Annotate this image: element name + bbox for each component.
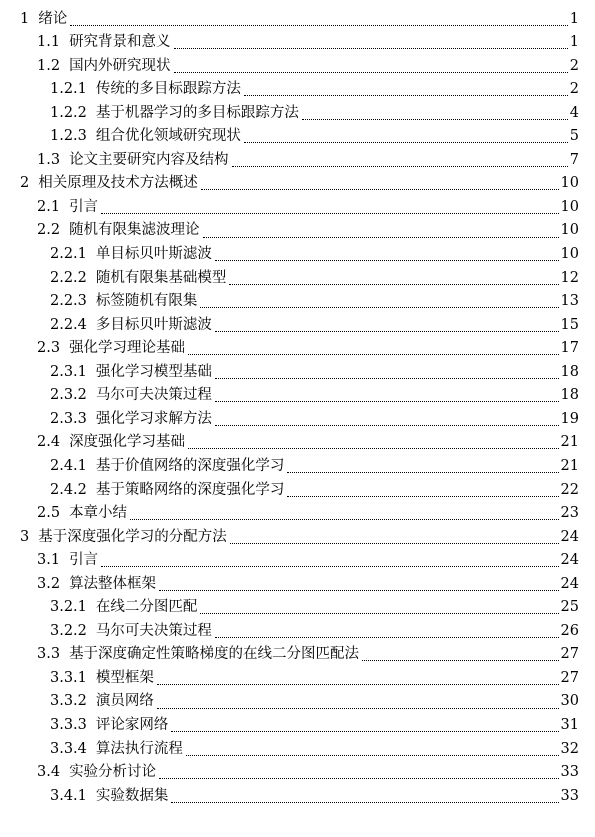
toc-entry-number: 1 [20,10,30,27]
toc-entry-number: 3.3.2 [50,693,87,710]
toc-entry[interactable] [50,101,579,125]
toc-entry-page-number: 31 [560,717,579,734]
toc-entry[interactable] [50,690,579,714]
toc-entry-page-number: 2 [569,81,579,98]
toc-entry-page-number: 22 [560,481,579,498]
toc-entry-number: 2.3.3 [50,410,87,427]
toc-entry-number: 3 [20,528,30,545]
dot-leader [215,260,559,261]
toc-entry-page-number: 1 [569,10,579,27]
toc-entry-page-number: 33 [560,787,579,804]
toc-entry[interactable] [37,572,579,596]
dot-leader [203,237,559,238]
toc-entry-number: 3.4.1 [50,787,87,804]
toc-entry[interactable] [50,125,579,149]
toc-entry-title: 国内外研究现状 [69,57,171,74]
toc-entry-number: 2.4.2 [50,481,87,498]
dot-leader [101,566,558,567]
toc-entry-number: 2.4 [37,434,61,451]
toc-entry-page-number: 17 [560,340,579,357]
toc-entry-number: 1.3 [37,151,61,168]
toc-entry-title: 研究背景和意义 [69,34,171,51]
toc-entry[interactable] [50,313,579,337]
toc-entry-title: 基于价值网络的深度强化学习 [95,457,285,474]
toc-entry[interactable] [37,502,579,526]
toc-entry-title: 随机有限集基础模型 [95,269,227,286]
toc-entry-page-number: 24 [560,552,579,569]
toc-entry-page-number: 21 [560,434,579,451]
dot-leader [188,354,558,355]
toc-entry-title: 基于深度强化学习的分配方法 [38,528,227,545]
toc-entry[interactable] [20,525,579,549]
toc-entry[interactable] [37,54,579,78]
dot-leader [215,331,559,332]
dot-leader [174,72,568,73]
toc-entry[interactable] [50,360,579,384]
toc-entry[interactable] [37,643,579,667]
toc-entry-page-number: 24 [560,528,579,545]
toc-entry-title: 算法执行流程 [95,740,183,757]
toc-entry-title: 单目标贝叶斯滤波 [95,246,212,263]
toc-entry-number: 2.2.3 [50,293,87,310]
toc-entry-page-number: 12 [560,269,579,286]
toc-entry-page-number: 33 [560,764,579,781]
toc-entry-title: 实验数据集 [95,787,169,804]
toc-entry-number: 2.2.2 [50,269,87,286]
toc-entry-page-number: 15 [560,316,579,333]
toc-entry-title: 马尔可夫决策过程 [95,622,212,639]
toc-entry-number: 1.2.1 [50,81,87,98]
toc-entry-page-number: 23 [560,505,579,522]
dot-leader [130,519,558,520]
toc-entry-number: 2.3.2 [50,387,87,404]
toc-entry-page-number: 10 [560,222,579,239]
toc-entry-number: 3.1 [37,552,61,569]
toc-entry-title: 传统的多目标跟踪方法 [95,81,241,98]
toc-entry-number: 3.3.4 [50,740,87,757]
toc-entry-title: 基于策略网络的深度强化学习 [95,481,285,498]
toc-entry[interactable] [37,761,579,785]
toc-entry[interactable] [50,666,579,690]
toc-entry[interactable] [37,219,579,243]
toc-entry[interactable] [50,737,579,761]
toc-entry[interactable] [50,784,579,808]
toc-entry-page-number: 1 [569,34,579,51]
dot-leader [244,95,568,96]
toc-entry-number: 2.2.4 [50,316,87,333]
toc-entry-number: 2.3.1 [50,363,87,380]
toc-entry[interactable] [50,266,579,290]
toc-entry-number: 1.1 [37,34,61,51]
dot-leader [157,684,559,685]
toc-entry-title: 论文主要研究内容及结构 [69,151,229,168]
toc-entry-page-number: 21 [560,457,579,474]
toc-entry[interactable] [50,596,579,620]
toc-entry-page-number: 25 [560,599,579,616]
toc-entry[interactable] [50,619,579,643]
dot-leader [157,708,559,709]
toc-entry-number: 2 [20,175,30,192]
toc-entry[interactable] [37,31,579,55]
toc-entry-page-number: 2 [569,57,579,74]
toc-entry-page-number: 10 [560,175,579,192]
dot-leader [362,660,558,661]
toc-entry-number: 3.3.3 [50,717,87,734]
toc-entry[interactable] [50,454,579,478]
toc-entry-title: 引言 [69,552,99,569]
toc-entry-page-number: 13 [560,293,579,310]
dot-leader [232,166,568,167]
dot-leader [200,613,558,614]
dot-leader [171,731,558,732]
toc-entry-number: 2.5 [37,505,61,522]
dot-leader [174,48,568,49]
toc-entry-title: 模型框架 [95,669,154,686]
toc-entry-title: 绪论 [38,10,68,27]
toc-entry-page-number: 26 [560,622,579,639]
toc-entry-number: 1.2 [37,57,61,74]
toc-entry-title: 马尔可夫决策过程 [95,387,212,404]
toc-entry[interactable] [50,384,579,408]
toc-entry-page-number: 24 [560,575,579,592]
toc-entry-number: 3.3.1 [50,669,87,686]
toc-entry-title: 强化学习模型基础 [95,363,212,380]
toc-entry-title: 随机有限集滤波理论 [69,222,200,239]
toc-entry-title: 基于深度确定性策略梯度的在线二分图匹配法 [69,646,360,663]
toc-entry[interactable] [50,290,579,314]
dot-leader [201,189,559,190]
toc-entry-number: 3.4 [37,764,61,781]
toc-entry-title: 基于机器学习的多目标跟踪方法 [95,104,299,121]
toc-entry-page-number: 27 [560,669,579,686]
toc-entry-title: 在线二分图匹配 [95,599,198,616]
dot-leader [302,119,568,120]
dot-leader [159,778,558,779]
toc-entry-page-number: 5 [569,128,579,145]
toc-entry[interactable] [37,431,579,455]
toc-entry-page-number: 30 [560,693,579,710]
toc-entry-title: 实验分析讨论 [69,764,157,781]
toc-entry-number: 1.2.3 [50,128,87,145]
toc-entry-page-number: 10 [560,246,579,263]
toc-entry[interactable] [50,78,579,102]
toc-entry-page-number: 19 [560,410,579,427]
toc-entry-number: 2.2.1 [50,246,87,263]
toc-entry[interactable] [37,549,579,573]
dot-leader [244,142,568,143]
toc-entry-number: 3.2 [37,575,61,592]
dot-leader [200,307,558,308]
toc-entry-title: 本章小结 [69,505,128,522]
toc-entry[interactable] [37,195,579,219]
toc-entry-number: 2.2 [37,222,61,239]
toc-entry-number: 1.2.2 [50,104,87,121]
toc-entry[interactable] [50,478,579,502]
dot-leader [229,284,558,285]
toc-entry[interactable] [37,337,579,361]
toc-entry-page-number: 27 [560,646,579,663]
toc-entry-page-number: 32 [560,740,579,757]
toc-entry-title: 强化学习理论基础 [69,340,186,357]
toc-entry-number: 3.2.1 [50,599,87,616]
toc-entry-number: 2.1 [37,198,61,215]
dot-leader [287,472,558,473]
toc-entry-title: 算法整体框架 [69,575,157,592]
dot-leader [230,543,559,544]
toc-entry-title: 演员网络 [95,693,154,710]
toc-entry-page-number: 4 [569,104,579,121]
dot-leader [159,590,558,591]
dot-leader [215,378,559,379]
dot-leader [215,401,559,402]
toc-entry[interactable] [20,7,579,31]
toc-entry-title: 引言 [69,198,99,215]
dot-leader [70,25,568,26]
dot-leader [101,213,558,214]
dot-leader [215,637,559,638]
toc-entry-page-number: 18 [560,363,579,380]
toc-entry-number: 3.2.2 [50,622,87,639]
toc-entry-number: 2.4.1 [50,457,87,474]
toc-entry[interactable] [50,407,579,431]
toc-entry-page-number: 7 [569,151,579,168]
toc-entry-title: 强化学习求解方法 [95,410,212,427]
toc-entry-title: 多目标贝叶斯滤波 [95,316,212,333]
toc-entry[interactable] [50,243,579,267]
toc-entry-number: 3.3 [37,646,61,663]
toc-entry-title: 标签随机有限集 [95,293,198,310]
toc-entry-title: 评论家网络 [95,717,169,734]
toc-entry-page-number: 10 [560,198,579,215]
toc-entry-title: 深度强化学习基础 [69,434,186,451]
toc-entry-title: 相关原理及技术方法概述 [38,175,198,192]
dot-leader [186,755,559,756]
toc-entry-page-number: 18 [560,387,579,404]
dot-leader [188,448,558,449]
dot-leader [171,802,558,803]
toc-entry-title: 组合优化领域研究现状 [95,128,241,145]
toc-entry[interactable] [50,714,579,738]
toc-entry[interactable] [20,172,579,196]
toc-entry-number: 2.3 [37,340,61,357]
dot-leader [215,425,559,426]
dot-leader [287,496,558,497]
toc-entry[interactable] [37,148,579,172]
